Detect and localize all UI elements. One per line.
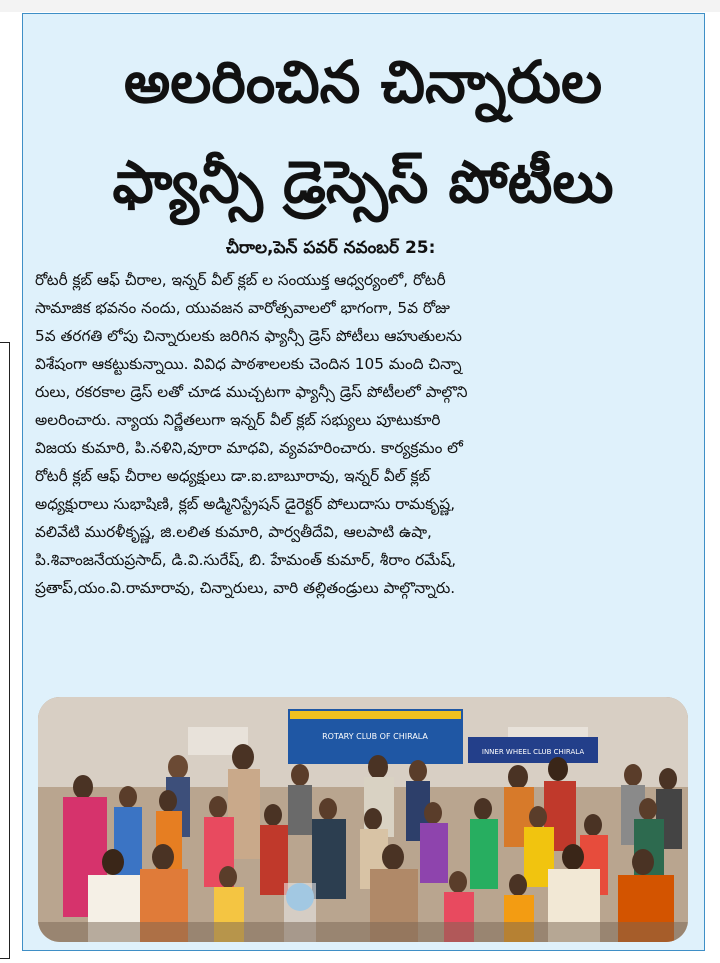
- body-line: 5వ తరగతి లోపు చిన్నారులకు జరిగిన ఫ్యాన్సీ డ్రెస్ పోటీలు ఆహుతులను: [35, 327, 462, 345]
- adjacent-column-rule: [0, 342, 10, 959]
- news-article: [22, 13, 705, 951]
- body-line: ప్రతాప్,యం.వి.రామారావు, చిన్నారులు, వారి తల్లితండ్రులు పాల్గొన్నారు.: [35, 579, 456, 597]
- banner-rotary-text: ROTARY CLUB OF CHIRALA: [322, 732, 428, 741]
- body-line: సామాజిక భవనం నందు, యువజన వారోత్సవాలలో భాగంగా, 5వ రోజు: [35, 299, 450, 317]
- body-line: రులు, రకరకాల డ్రెస్ లతో చూడ ముచ్చటగా ఫ్యాన్సీ డ్రెస్ పోటీలలో పాల్గొని: [35, 383, 468, 401]
- group-photo: [38, 697, 688, 942]
- body-line: రోటరీ క్లబ్ ఆఫ్ చీరాల అధ్యక్షులు డా.ఐ.బాబూరావు, ఇన్నర్ వీల్ క్లబ్: [35, 467, 430, 485]
- page-top-strip: [0, 0, 720, 12]
- body-line: పి.శివాంజనేయప్రసాద్, డి.వి.సురేష్, బి. హేమంత్ కుమార్, శీరాం రమేష్,: [35, 551, 457, 569]
- article-body: [35, 266, 695, 602]
- body-line: అధ్యక్షురాలు సుభాషిణి, క్లబ్ అడ్మినిస్ట్రేషన్ డైరెక్టర్ పోలుదాసు రామకృష్ణ,: [35, 495, 456, 513]
- body-line: వలివేటి మురళీకృష్ణ, జి.లలిత కుమారి, పార్వతీదేవి, ఆలపాటి ఉషా,: [35, 523, 432, 541]
- body-line: విశేషంగా ఆకట్టుకున్నాయి. వివిధ పాఠశాలలకు చెందిన 105 మంది చిన్నా: [35, 355, 462, 373]
- headline: [23, 32, 703, 232]
- body-line: అలరించారు. న్యాయ నిర్ణేతలుగా ఇన్నర్ వీల్ క్లబ్ సభ్యులు పూటుకూరి: [35, 411, 441, 429]
- body-line: రోటరీ క్లబ్ ఆఫ్ చీరాల, ఇన్నర్ వీల్ క్లబ్ ల సంయుక్త ఆధ్వర్యంలో, రోటరీ: [35, 271, 446, 289]
- body-line: విజయ కుమారి, పి.నళిని,వూరా మాధవి, వ్యవహరించారు. కార్యక్రమం లో: [35, 439, 463, 457]
- dateline: చీరాల,పెన్ పవర్ నవంబర్ 25:: [226, 238, 436, 258]
- group-photo-illustration: [38, 697, 688, 942]
- headline-line-2: ఫ్యాన్సీ డ్రెస్సెస్ పోటీలు: [112, 148, 614, 216]
- headline-line-1: అలరించిన చిన్నారుల: [123, 48, 603, 116]
- banner-innerwheel-text: INNER WHEEL CLUB CHIRALA: [481, 748, 585, 756]
